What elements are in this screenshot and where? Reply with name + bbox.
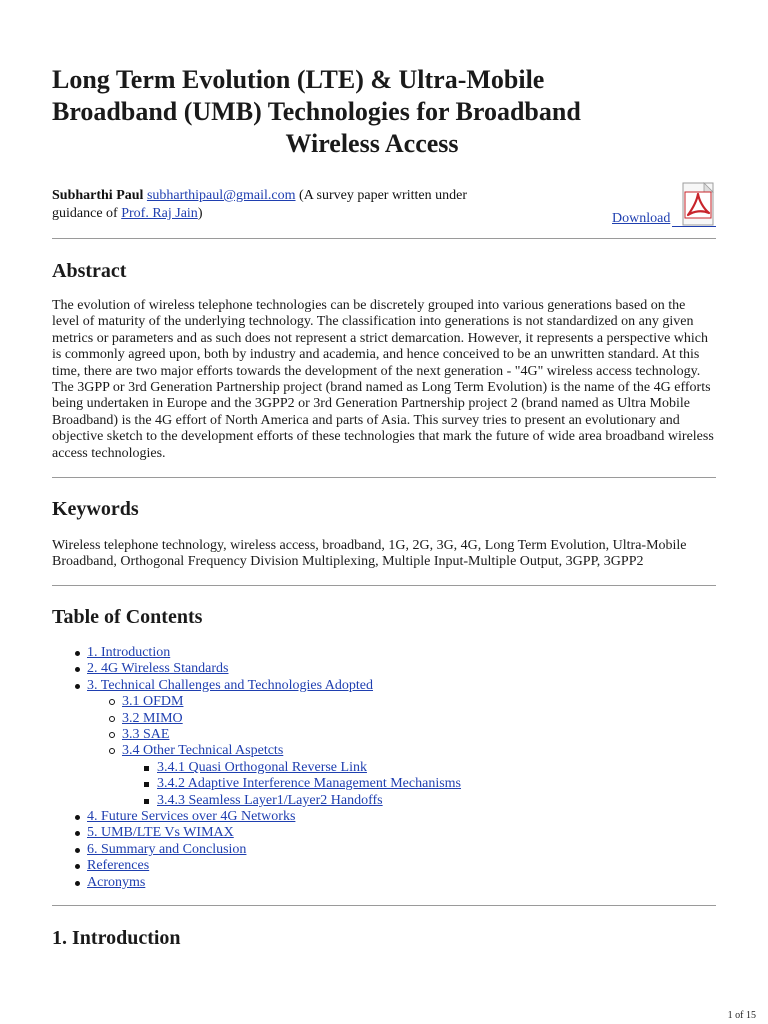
introduction-heading: 1. Introduction [52,927,181,949]
toc-link-seamless-handoffs[interactable]: 3.4.3 Seamless Layer1/Layer2 Handoffs [157,792,383,808]
toc-link-4g-wireless-standards[interactable]: 2. 4G Wireless Standards [87,661,229,677]
toc-subitem [87,743,461,809]
toc-subsubitem [122,776,461,792]
toc-heading: Table of Contents [52,606,203,628]
toc-item [52,858,461,874]
keywords-heading: Keywords [52,498,139,520]
toc-item [52,645,461,661]
toc-subitem [87,727,461,743]
toc-subsubitem [122,793,461,809]
toc-link-acronyms[interactable]: Acronyms [87,874,146,890]
download-link[interactable] [612,182,716,228]
toc-item [52,678,461,809]
toc-link-quasi-orthogonal[interactable]: 3.4.1 Quasi Orthogonal Reverse Link [157,759,367,775]
toc-link-future-services[interactable]: 4. Future Services over 4G Networks [87,809,296,825]
pdf-document-icon[interactable] [682,182,714,226]
download-underline [672,226,716,227]
toc-item [52,661,461,677]
toc-link-umb-lte-vs-wimax[interactable]: 5. UMB/LTE Vs WIMAX [87,825,234,841]
advisor-link[interactable]: Prof. Raj Jain [121,206,198,221]
author-note-part1: (A survey paper written under [295,188,467,203]
title-line-3: Wireless Access [285,129,459,158]
author-info [52,187,522,223]
toc-link-mimo[interactable]: 3.2 MIMO [122,710,183,726]
abstract-heading: Abstract [52,260,127,282]
table-of-contents [52,645,461,891]
divider [52,905,716,906]
toc-link-introduction[interactable]: 1. Introduction [87,645,171,660]
title-line-1: Long Term Evolution (LTE) & Ultra-Mobile [52,65,545,94]
author-name: Subharthi Paul [52,188,144,203]
toc-link-sae[interactable]: 3.3 SAE [122,727,170,743]
toc-link-summary[interactable]: 6. Summary and Conclusion [87,841,247,857]
toc-link-other-technical-aspects[interactable]: 3.4 Other Technical Aspetcts [122,743,284,759]
toc-subsubitem [122,760,461,776]
divider [52,477,716,478]
author-note-part2: guidance of [52,206,122,221]
toc-link-technical-challenges[interactable]: 3. Technical Challenges and Technologies Adopted [87,677,374,693]
author-email-link[interactable]: subharthipaul@gmail.com [146,188,296,203]
title-line-2: Broadband (UMB) Technologies for Broadband [52,97,581,126]
divider [52,585,716,586]
toc-subitem [87,711,461,727]
toc-item [52,809,461,825]
abstract-text: The evolution of wireless telephone technologies can be discretely grouped into various generations based on the level of maturity of the underlying technology. The classification into generations is not standardized on any given metrics or parameters and as such does not represent a strict demarcation. However, it represents a perspective which is commonly agreed upon, both by industry and academia, and hence conceived to be an unwritten standard. At this time, there are two major efforts towards the development of the next generation - "4G" wireless access technology. The 3GPP or 3rd Generation Partnership project (brand named as Long Term Evolution) is the name of the 4G efforts being undertaken in Europe and the 3GPP2 or 3rd Generation Partnership project 2 (brand named as Ultra Mobile Broadband) is the 4G effort of North America and parts of Asia. This survey tries to present an evolutionary and objective sketch to the development efforts of these technologies that mark the future of wide area broadband wireless access technologies. [52,298,714,461]
toc-subitem [87,694,461,710]
keywords-text: Wireless telephone technology, wireless access, broadband, 1G, 2G, 3G, 4G, Long Term Evolution, Ultra-Mobile Broadband, Orthogonal Frequency Division Multiplexing, Multiple Input-Multiple Output, 3GPP, 3GPP2 [52,538,687,570]
toc-link-ofdm[interactable]: 3.1 OFDM [122,694,184,710]
toc-item [52,875,461,891]
toc-link-references[interactable]: References [87,858,150,874]
paper-title [52,64,692,160]
divider [52,238,716,239]
page-indicator: 1 of 15 [727,1010,756,1021]
download-label[interactable]: Download [612,211,671,226]
toc-item [52,825,461,841]
toc-link-adaptive-interference[interactable]: 3.4.2 Adaptive Interference Management Mechanisms [157,776,462,792]
toc-item [52,842,461,858]
author-note-close: ) [197,206,203,221]
